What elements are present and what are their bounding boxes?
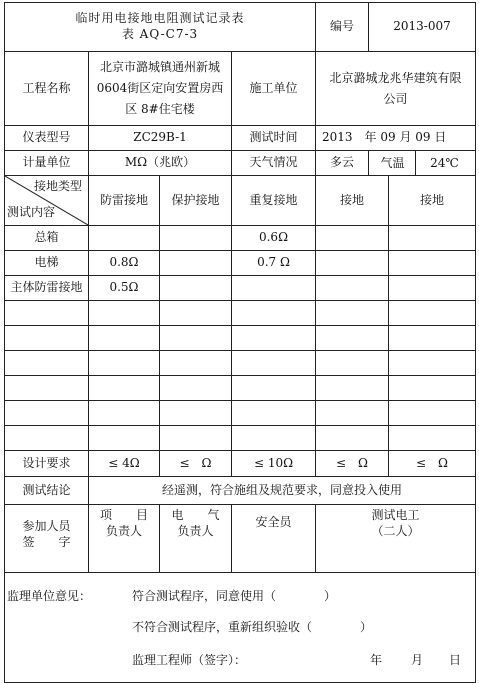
table-cell xyxy=(89,351,160,376)
instrument-model-value: ZC29B-1 xyxy=(89,126,232,151)
measure-row xyxy=(5,151,476,176)
supervision-year: 年 xyxy=(370,653,383,667)
supervision-option-reject: 不符合测试程序，重新组织验收（ ） xyxy=(132,620,373,634)
table-cell xyxy=(89,401,160,426)
table-cell xyxy=(316,351,389,376)
conclusion-label: 测试结论 xyxy=(5,477,89,505)
row-label xyxy=(5,301,89,326)
table-cell xyxy=(160,226,232,251)
record-sheet xyxy=(4,2,475,677)
project-lead-line-2: 负责人 xyxy=(105,523,142,538)
corner-bottom-label: 测试内容 xyxy=(7,205,56,220)
design-value: ≤ Ω xyxy=(389,451,476,477)
design-value: ≤ 4Ω xyxy=(89,451,160,477)
table-cell xyxy=(389,301,476,326)
table-row xyxy=(5,326,476,351)
table-cell xyxy=(160,251,232,276)
temperature-value: 24℃ xyxy=(430,156,459,170)
supervision-month: 月 xyxy=(411,653,424,667)
table-cell xyxy=(389,326,476,351)
table-cell xyxy=(232,376,316,401)
table-cell xyxy=(389,426,476,451)
table-cell xyxy=(389,376,476,401)
grid-column-header: 防雷接地 xyxy=(89,176,160,226)
signature-label-line-1: 参加人员 xyxy=(22,519,71,533)
table-row xyxy=(5,301,476,326)
electrician-signature xyxy=(316,505,476,573)
supervision-label: 监理单位意见： xyxy=(7,589,92,603)
project-lead-line-1: 项 目 xyxy=(99,508,148,522)
instrument-model-label: 仪表型号 xyxy=(5,126,89,151)
row-label xyxy=(5,401,89,426)
grid-column-header: 重复接地 xyxy=(232,176,316,226)
table-row xyxy=(5,226,476,251)
table-row xyxy=(5,376,476,401)
row-label xyxy=(5,376,89,401)
conclusion-row xyxy=(5,477,476,505)
table-row xyxy=(5,351,476,376)
table-cell: 0.8Ω xyxy=(89,251,160,276)
safety-officer-signature xyxy=(232,505,316,573)
signature-row xyxy=(5,505,476,573)
row-label xyxy=(5,426,89,451)
design-value: ≤ Ω xyxy=(316,451,389,477)
design-row xyxy=(5,451,476,477)
table-cell xyxy=(316,326,389,351)
title-cell xyxy=(5,3,316,52)
electrical-lead-signature xyxy=(160,505,232,573)
row-label xyxy=(5,326,89,351)
measure-unit-value: MΩ（兆欧） xyxy=(89,151,232,176)
design-value: ≤ Ω xyxy=(160,451,232,477)
electrical-lead-line-1: 电 气 xyxy=(171,508,220,522)
table-cell xyxy=(316,226,389,251)
table-cell xyxy=(389,276,476,301)
table-cell xyxy=(232,276,316,301)
table-cell xyxy=(160,351,232,376)
table-cell xyxy=(316,401,389,426)
supervision-row xyxy=(5,573,476,683)
table-cell xyxy=(232,351,316,376)
test-time-label: 测试时间 xyxy=(232,126,316,151)
temperature-cell xyxy=(369,151,476,176)
row-label: 主体防雷接地 xyxy=(5,276,89,301)
supervision-day: 日 xyxy=(449,653,462,667)
design-label: 设计要求 xyxy=(5,451,89,477)
table-cell xyxy=(160,376,232,401)
table-cell xyxy=(316,426,389,451)
table-row xyxy=(5,426,476,451)
table-cell xyxy=(389,351,476,376)
record-table xyxy=(4,2,476,683)
grid-column-header: 保护接地 xyxy=(160,176,232,226)
table-cell xyxy=(160,301,232,326)
table-cell xyxy=(232,401,316,426)
table-cell xyxy=(160,326,232,351)
table-cell xyxy=(232,426,316,451)
table-cell xyxy=(89,301,160,326)
number-value: 2013-007 xyxy=(369,3,476,52)
table-cell xyxy=(316,276,389,301)
title-line-2: 表 AQ-C7-3 xyxy=(121,27,199,41)
signature-label xyxy=(5,505,89,573)
signature-label-line-2: 签 字 xyxy=(22,534,71,549)
table-cell xyxy=(89,376,160,401)
table-cell xyxy=(232,326,316,351)
supervision-option-approve: 符合测试程序，同意使用（ ） xyxy=(132,589,337,603)
table-cell xyxy=(389,401,476,426)
title-row xyxy=(5,3,476,52)
table-cell xyxy=(160,276,232,301)
grid-corner-cell xyxy=(5,176,89,226)
design-value: ≤ 10Ω xyxy=(232,451,316,477)
weather-label: 天气情况 xyxy=(232,151,316,176)
table-row xyxy=(5,251,476,276)
measure-unit-label: 计量单位 xyxy=(5,151,89,176)
supervision-engineer-label: 监理工程师（签字）： xyxy=(132,653,247,667)
grid-column-header: 接地 xyxy=(389,176,476,226)
electrical-lead-line-2: 负责人 xyxy=(177,523,214,538)
weather-value: 多云 xyxy=(316,151,369,176)
table-row xyxy=(5,276,476,301)
construction-unit-value: 北京潞城龙兆华建筑有限公司 xyxy=(316,52,476,126)
row-label xyxy=(5,351,89,376)
title-line-1: 临时用电接地电阻测试记录表 xyxy=(75,11,245,26)
project-row xyxy=(5,52,476,126)
table-cell xyxy=(316,376,389,401)
table-cell: 0.6Ω xyxy=(232,226,316,251)
row-label: 电梯 xyxy=(5,251,89,276)
electrician-line-1: 测试电工 xyxy=(371,508,420,522)
table-cell xyxy=(89,426,160,451)
supervision-cell xyxy=(5,573,476,683)
instrument-row xyxy=(5,126,476,151)
table-cell xyxy=(160,426,232,451)
temperature-label: 气温 xyxy=(371,151,416,175)
table-cell: 0.5Ω xyxy=(89,276,160,301)
project-lead-signature xyxy=(89,505,160,573)
grid-column-header: 接地 xyxy=(316,176,389,226)
project-name-label: 工程名称 xyxy=(5,52,89,126)
grid-header-row xyxy=(5,176,476,226)
row-label: 总箱 xyxy=(5,226,89,251)
table-row xyxy=(5,401,476,426)
table-cell xyxy=(89,226,160,251)
table-cell xyxy=(232,301,316,326)
table-cell xyxy=(160,401,232,426)
conclusion-value: 经遥测，符合施组及规范要求，同意投入使用 xyxy=(89,477,476,505)
table-cell xyxy=(316,251,389,276)
construction-unit-label: 施工单位 xyxy=(232,52,316,126)
table-cell xyxy=(389,226,476,251)
test-time-value: 2013 年 09 月 09 日 xyxy=(316,126,476,151)
safety-officer-label: 安全员 xyxy=(255,515,292,529)
table-cell: 0.7 Ω xyxy=(232,251,316,276)
corner-top-label: 接地类型 xyxy=(33,179,82,193)
number-label: 编号 xyxy=(316,3,369,52)
table-cell xyxy=(316,301,389,326)
electrician-line-2: （二人） xyxy=(371,523,420,538)
table-cell xyxy=(389,251,476,276)
project-name-value: 北京市潞城镇通州新城0604街区定向安置房西区 8#住宅楼 xyxy=(89,52,232,126)
table-cell xyxy=(89,326,160,351)
